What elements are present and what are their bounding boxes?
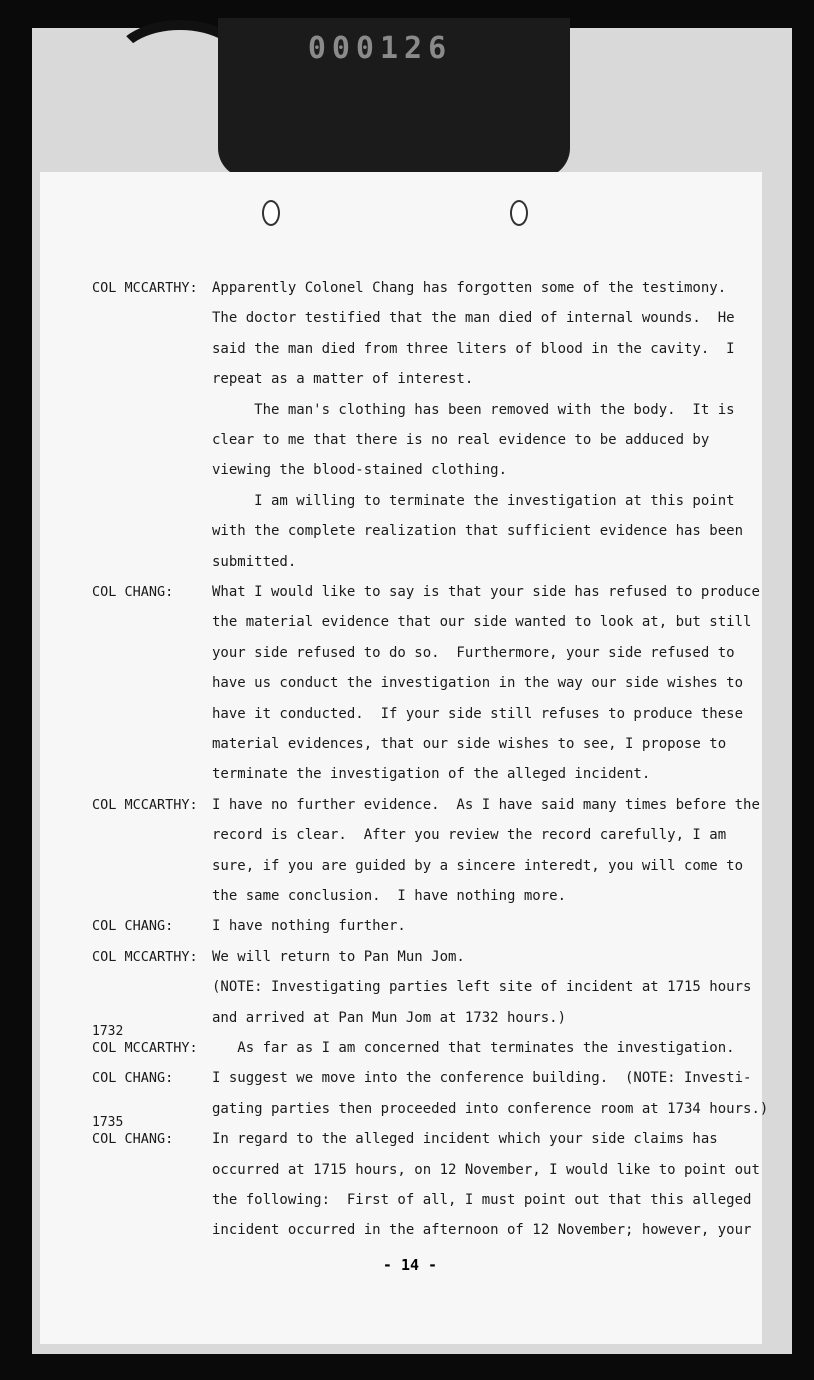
- transcript-line: viewing the blood-stained clothing.: [212, 462, 508, 479]
- transcript-line: the material evidence that our side wanted to look at, but still: [212, 614, 752, 631]
- transcript-line: The man's clothing has been removed with the body. It is: [212, 401, 735, 418]
- transcript-line: have it conducted. If your side still refuses to produce these: [212, 705, 744, 722]
- transcript-line: sure, if you are guided by a sincere interedt, you will come to: [212, 857, 744, 874]
- speaker-label: COL CHANG:: [92, 1131, 174, 1148]
- transcript-line: I have no further evidence. As I have said many times before the: [212, 796, 760, 813]
- transcript-line: What I would like to say is that your side has refused to produce: [212, 584, 760, 600]
- speaker-label: COL MCCARTHY:: [92, 796, 198, 813]
- transcript-line: terminate the investigation of the alleged incident.: [212, 766, 651, 783]
- transcript-line: I have nothing further.: [212, 918, 406, 935]
- speaker-label: COL CHANG:: [92, 584, 174, 600]
- transcript-line: As far as I am concerned that terminates the investigation.: [212, 1040, 735, 1056]
- punch-hole-left: [262, 200, 280, 226]
- transcript-line: have us conduct the investigation in the way our side wishes to: [212, 675, 744, 692]
- transcript-line: and arrived at Pan Mun Jom at 1732 hours.): [212, 1009, 567, 1026]
- transcript-line: submitted.: [212, 553, 297, 570]
- speaker-label: COL MCCARTHY:: [92, 280, 198, 296]
- transcript-line: with the complete realization that sufficient evidence has been: [212, 523, 744, 540]
- transcript-line: clear to me that there is no real evidence to be adduced by: [212, 432, 710, 448]
- transcript-line: (NOTE: Investigating parties left site of incident at 1715 hours: [212, 979, 752, 996]
- transcript-line: occurred at 1715 hours, on 12 November, I would like to point out: [212, 1161, 760, 1178]
- transcript-line: record is clear. After you review the record carefully, I am: [212, 827, 727, 844]
- transcript-line: gating parties then proceeded into conference room at 1734 hours.): [212, 1100, 769, 1117]
- transcript-line: the following: First of all, I must point out that this alleged: [212, 1192, 752, 1208]
- speaker-label: COL CHANG:: [92, 1070, 174, 1087]
- speaker-label: COL MCCARTHY:: [92, 1040, 198, 1056]
- transcript-line: Apparently Colonel Chang has forgotten some of the testimony.: [212, 280, 727, 296]
- time-note: 1735: [92, 1115, 124, 1131]
- speaker-label: COL CHANG:: [92, 918, 174, 935]
- transcript-line: repeat as a matter of interest.: [212, 371, 474, 388]
- page-number: - 14 -: [382, 1256, 438, 1274]
- transcript-line: I am willing to terminate the investigation at this point: [212, 492, 735, 509]
- transcript-line: said the man died from three liters of blood in the cavity. I: [212, 340, 735, 357]
- transcript-line: We will return to Pan Mun Jom.: [212, 948, 465, 965]
- speaker-label: COL MCCARTHY:: [92, 948, 198, 965]
- clip-stamp-number: 000126: [307, 31, 453, 66]
- punch-hole-right: [510, 200, 528, 226]
- transcript-line: The doctor testified that the man died of internal wounds. He: [212, 310, 735, 327]
- transcript-line: your side refused to do so. Furthermore, your side refused to: [212, 644, 735, 661]
- transcript-line: I suggest we move into the conference building. (NOTE: Investi-: [212, 1070, 752, 1087]
- time-note: 1732: [92, 1024, 124, 1039]
- transcript-line: the same conclusion. I have nothing more.: [212, 888, 567, 904]
- transcript-line: In regard to the alleged incident which your side claims has: [212, 1131, 718, 1148]
- transcript-line: material evidences, that our side wishes to see, I propose to: [212, 736, 727, 752]
- transcript-line: incident occurred in the afternoon of 12 November; however, your: [212, 1222, 752, 1239]
